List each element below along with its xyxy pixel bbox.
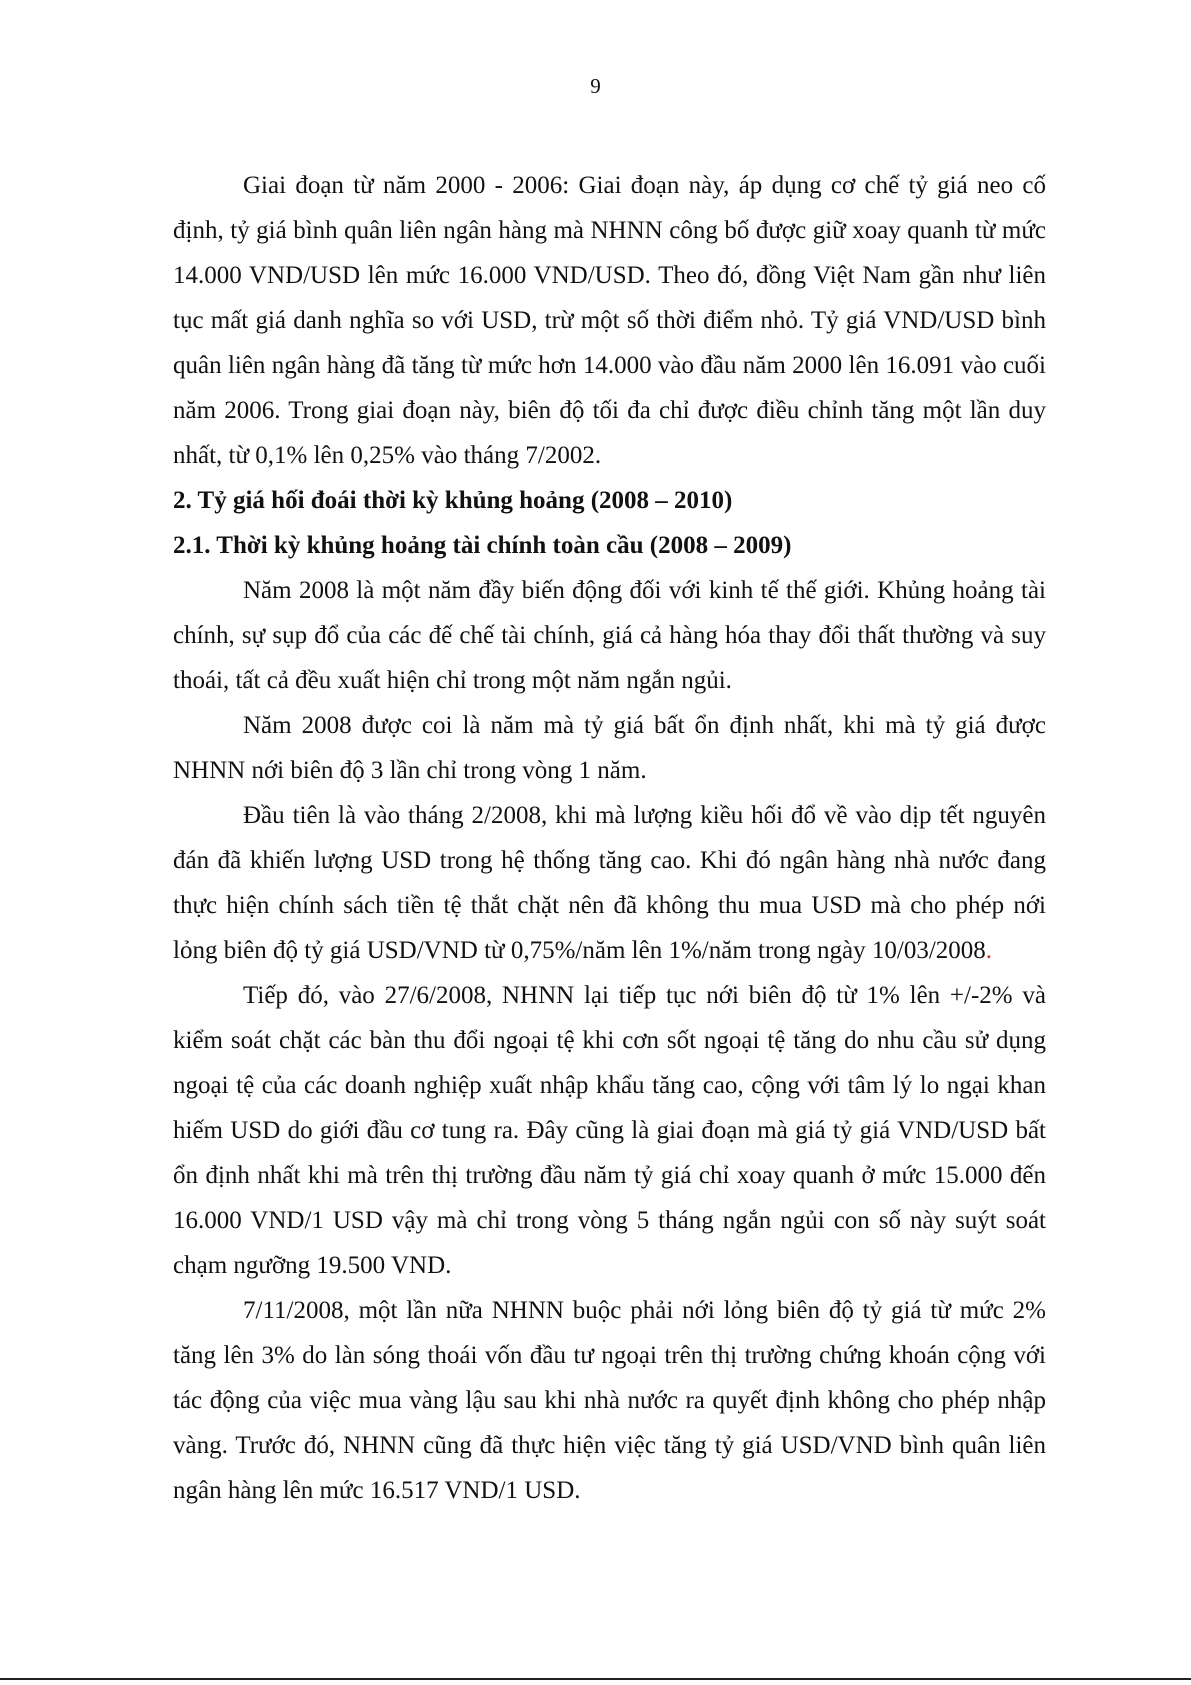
- paragraph-2000-2006: Giai đoạn từ năm 2000 - 2006: Giai đoạn này, áp dụng cơ chế tỷ giá neo cố định, tỷ giá bình quân liên ngân hàng mà NHNN công bố được giữ xoay quanh từ mức 14.000 VND/USD lên mức 16.000 VND/USD. Theo đó, đồng Việt Nam gần như liên tục mất giá danh nghĩa so với USD, trừ một số thời điểm nhỏ. Tỷ giá VND/USD bình quân liên ngân hàng đã tăng từ mức hơn 14.000 vào đầu năm 2000 lên 16.091 vào cuối năm 2006. Trong giai đoạn này, biên độ tối đa chỉ được điều chỉnh tăng một lần duy nhất, từ 0,1% lên 0,25% vào tháng 7/2002.: [173, 172, 1046, 469]
- paragraph-2008-unstable: Năm 2008 được coi là năm mà tỷ giá bất ổn định nhất, khi mà tỷ giá được NHNN nới biên độ 3 lần chỉ trong vòng 1 năm.: [173, 712, 1046, 784]
- paragraph-feb-2008-text: Đầu tiên là vào tháng 2/2008, khi mà lượng kiều hối đổ về vào dịp tết nguyên đán đã khiến lượng USD trong hệ thống tăng cao. Khi đó ngân hàng nhà nước đang thực hiện chính sách tiền tệ thắt chặt nên đã không thu mua USD mà cho phép nới lỏng biên độ tỷ giá USD/VND từ 0,75%/năm lên 1%/năm trong ngày 10/03/2008: [173, 802, 1046, 964]
- paragraph-june-2008: Tiếp đó, vào 27/6/2008, NHNN lại tiếp tục nới biên độ từ 1% lên +/-2% và kiểm soát chặt các bàn thu đổi ngoại tệ khi cơn sốt ngoại tệ tăng do nhu cầu sử dụng ngoại tệ của các doanh nghiệp xuất nhập khẩu tăng cao, cộng với tâm lý lo ngại khan hiếm USD do giới đầu cơ tung ra. Đây cũng là giai đoạn mà giá tỷ giá VND/USD bất ổn định nhất khi mà trên thị trường đầu năm tỷ giá chỉ xoay quanh ở mức 15.000 đến 16.000 VND/1 USD vậy mà chỉ trong vòng 5 tháng ngắn ngủi con số này suýt soát chạm ngưỡng 19.500 VND.: [173, 982, 1046, 1279]
- red-period: .: [985, 937, 993, 964]
- page-number: 9: [590, 74, 601, 98]
- subsection-heading-2-1: 2.1. Thời kỳ khủng hoảng tài chính toàn cầu (2008 – 2009): [173, 532, 792, 559]
- document-body: [173, 163, 1046, 1513]
- paragraph-2008-overview: Năm 2008 là một năm đầy biến động đối với kinh tế thế giới. Khủng hoảng tài chính, sự sụp đổ của các đế chế tài chính, giá cả hàng hóa thay đổi thất thường và suy thoái, tất cả đều xuất hiện chỉ trong một năm ngắn ngủi.: [173, 577, 1046, 694]
- paragraph-nov-2008: 7/11/2008, một lần nữa NHNN buộc phải nới lỏng biên độ tỷ giá từ mức 2% tăng lên 3% do làn sóng thoái vốn đầu tư ngoại trên thị trường chứng khoán cộng với tác động của việc mua vàng lậu sau khi nhà nước ra quyết định không cho phép nhập vàng. Trước đó, NHNN cũng đã thực hiện việc tăng tỷ giá USD/VND bình quân liên ngân hàng lên mức 16.517 VND/1 USD.: [173, 1297, 1046, 1504]
- paragraph-feb-2008: [173, 793, 1046, 973]
- section-heading-2: 2. Tỷ giá hối đoái thời kỳ khủng hoảng (2008 – 2010): [173, 487, 733, 514]
- bottom-divider: [0, 1678, 1191, 1680]
